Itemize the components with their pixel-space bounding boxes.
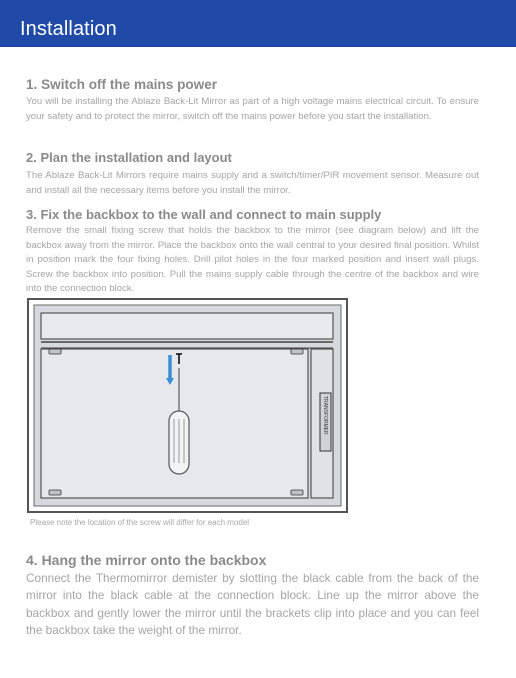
step-4-section [26,551,479,640]
backbox-diagram [27,298,348,513]
backbox-diagram-svg [27,298,348,513]
step-2-heading: 2. Plan the installation and layout [26,150,232,165]
step-4-text: Connect the Thermomirror demister by slotting the black cable from the back of the mirror into the black cable at the connection block. Line up the mirror above the backbox and gently lower the mirror until the brackets clip into place and you can feel the backbox take the weight of the mirror. [26,571,479,638]
header-bar [0,0,516,47]
fixing-hole-top-left [49,349,61,354]
step-3-text: Remove the small fixing screw that holds the backbox to the mirror (see diagram below) and lift the backbox away from the mirror. Place the backbox onto the wall central to your desired final position. Whilst in position mark the four fixing holes. Drill pilot holes in the four marked position and insert wall plugs. Screw the backbox into position. Pull the mains supply cable through the centre of the backbox and wire into the connection block. [26,225,479,295]
step-1-heading: 1. Switch off the mains power [26,77,218,92]
fixing-hole-bottom-left [49,490,61,495]
page-title: Installation [20,18,117,40]
diagram-caption: Please note the location of the screw will differ for each model [30,518,250,527]
step-1-text: You will be installing the Ablaze Back-Lit Mirror as part of a high voltage mains electrical circuit. To ensure your safety and to protect the mirror, switch off the mains power before you start the installation. [26,96,479,122]
top-panel [41,313,333,339]
step-3-section [26,207,479,297]
step-1-section [26,77,479,124]
fixing-hole-top-right [291,349,303,354]
step-2-text: The Ablaze Back-Lit Mirrors require mains supply and a switch/timer/PIR movement sensor. Measure out and install all the necessary items before you install the mirror. [26,170,479,196]
fixing-hole-bottom-right [291,490,303,495]
step-3-heading: 3. Fix the backbox to the wall and connect to main supply [26,207,382,222]
step-2-section [26,150,479,198]
step-4-heading: 4. Hang the mirror onto the backbox [26,552,267,568]
transformer-label: TRANSFORMER [322,396,328,435]
